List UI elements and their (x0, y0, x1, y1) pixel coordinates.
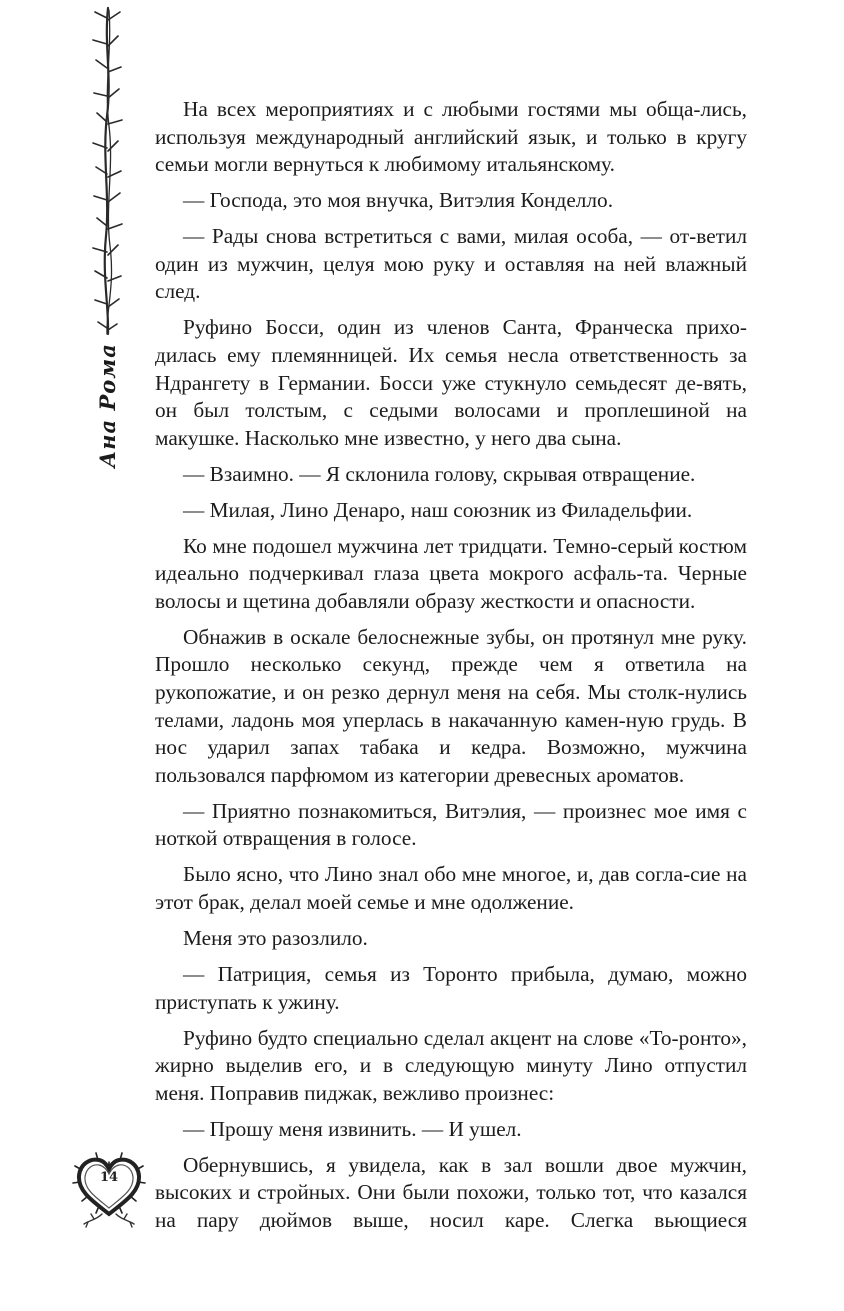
paragraph: — Господа, это моя внучка, Витэлия Конделло. (183, 188, 614, 213)
body-text (155, 96, 747, 1234)
paragraph: — Взаимно. — Я склонила голову, скрывая отвращение. (183, 461, 696, 486)
thorn-heart-icon (72, 1148, 146, 1228)
paragraph: Меня это разозлило. (183, 925, 368, 950)
paragraph: — Прошу меня извинить. — И ушел. (183, 1116, 522, 1141)
paragraph: Обнажив в оскале белоснежные зубы, он протянул мне руку. Прошло несколько секунд, прежде чем я ответила на рукопожатие, и он резко дернул меня на себя. Мы столк-нулись телами, ладонь моя уперлась в накачанную камен-ную грудь. В нос ударил запах табака и кедра. Возможно, мужчина пользовался парфюмом из категории древесных ароматов. (155, 624, 747, 787)
thorn-vine-ornament (86, 6, 130, 336)
paragraph: — Патриция, семья из Торонто прибыла, думаю, можно приступать к ужину. (155, 961, 747, 1014)
paragraph: — Приятно познакомиться, Витэлия, — произнес мое имя с ноткой отвращения в голосе. (155, 798, 747, 851)
paragraph: — Рады снова встретиться с вами, милая особа, — от-ветил один из мужчин, целуя мою руку и оставляя на ней влажный след. (155, 224, 747, 304)
running-head-author (85, 342, 129, 468)
author-name: Ана Рома (94, 342, 120, 468)
paragraph: На всех мероприятиях и с любыми гостями мы обща-лись, используя международный английский язык, и только в кругу семьи могли вернуться к любимому итальянскому. (155, 97, 747, 177)
paragraph: Обернувшись, я увидела, как в зал вошли двое мужчин, высоких и стройных. Они были похожи, только тот, что казался на пару дюймов выше, носил каре. Слегка вьющиеся (155, 1152, 747, 1232)
paragraph: — Милая, Лино Денаро, наш союзник из Филадельфии. (183, 497, 693, 522)
paragraph: Руфино будто специально сделал акцент на слове «То-ронто», жирно выделив его, и в следующую минуту Лино отпустил меня. Поправив пиджак, вежливо произнес: (155, 1025, 747, 1105)
page-number: 14 (99, 1170, 119, 1185)
paragraph: Было ясно, что Лино знал обо мне многое, и, дав согла-сие на этот брак, делал моей семье и мне одолжение. (155, 862, 747, 914)
paragraph: Ко мне подошел мужчина лет тридцати. Темно-серый костюм идеально подчеркивал глаза цвета мокрого асфаль-та. Черные волосы и щетина добавляли образу жесткости и опасности. (155, 533, 747, 613)
paragraph: Руфино Босси, один из членов Санта, Франческа прихо-дилась ему племянницей. Их семья несла ответственность за Ндрангету в Германии. Босси уже стукнуло семьдесят де-вять, он был толстым, с седыми волосами и проплешиной на макушке. Насколько мне известно, у него два сына. (155, 315, 747, 450)
